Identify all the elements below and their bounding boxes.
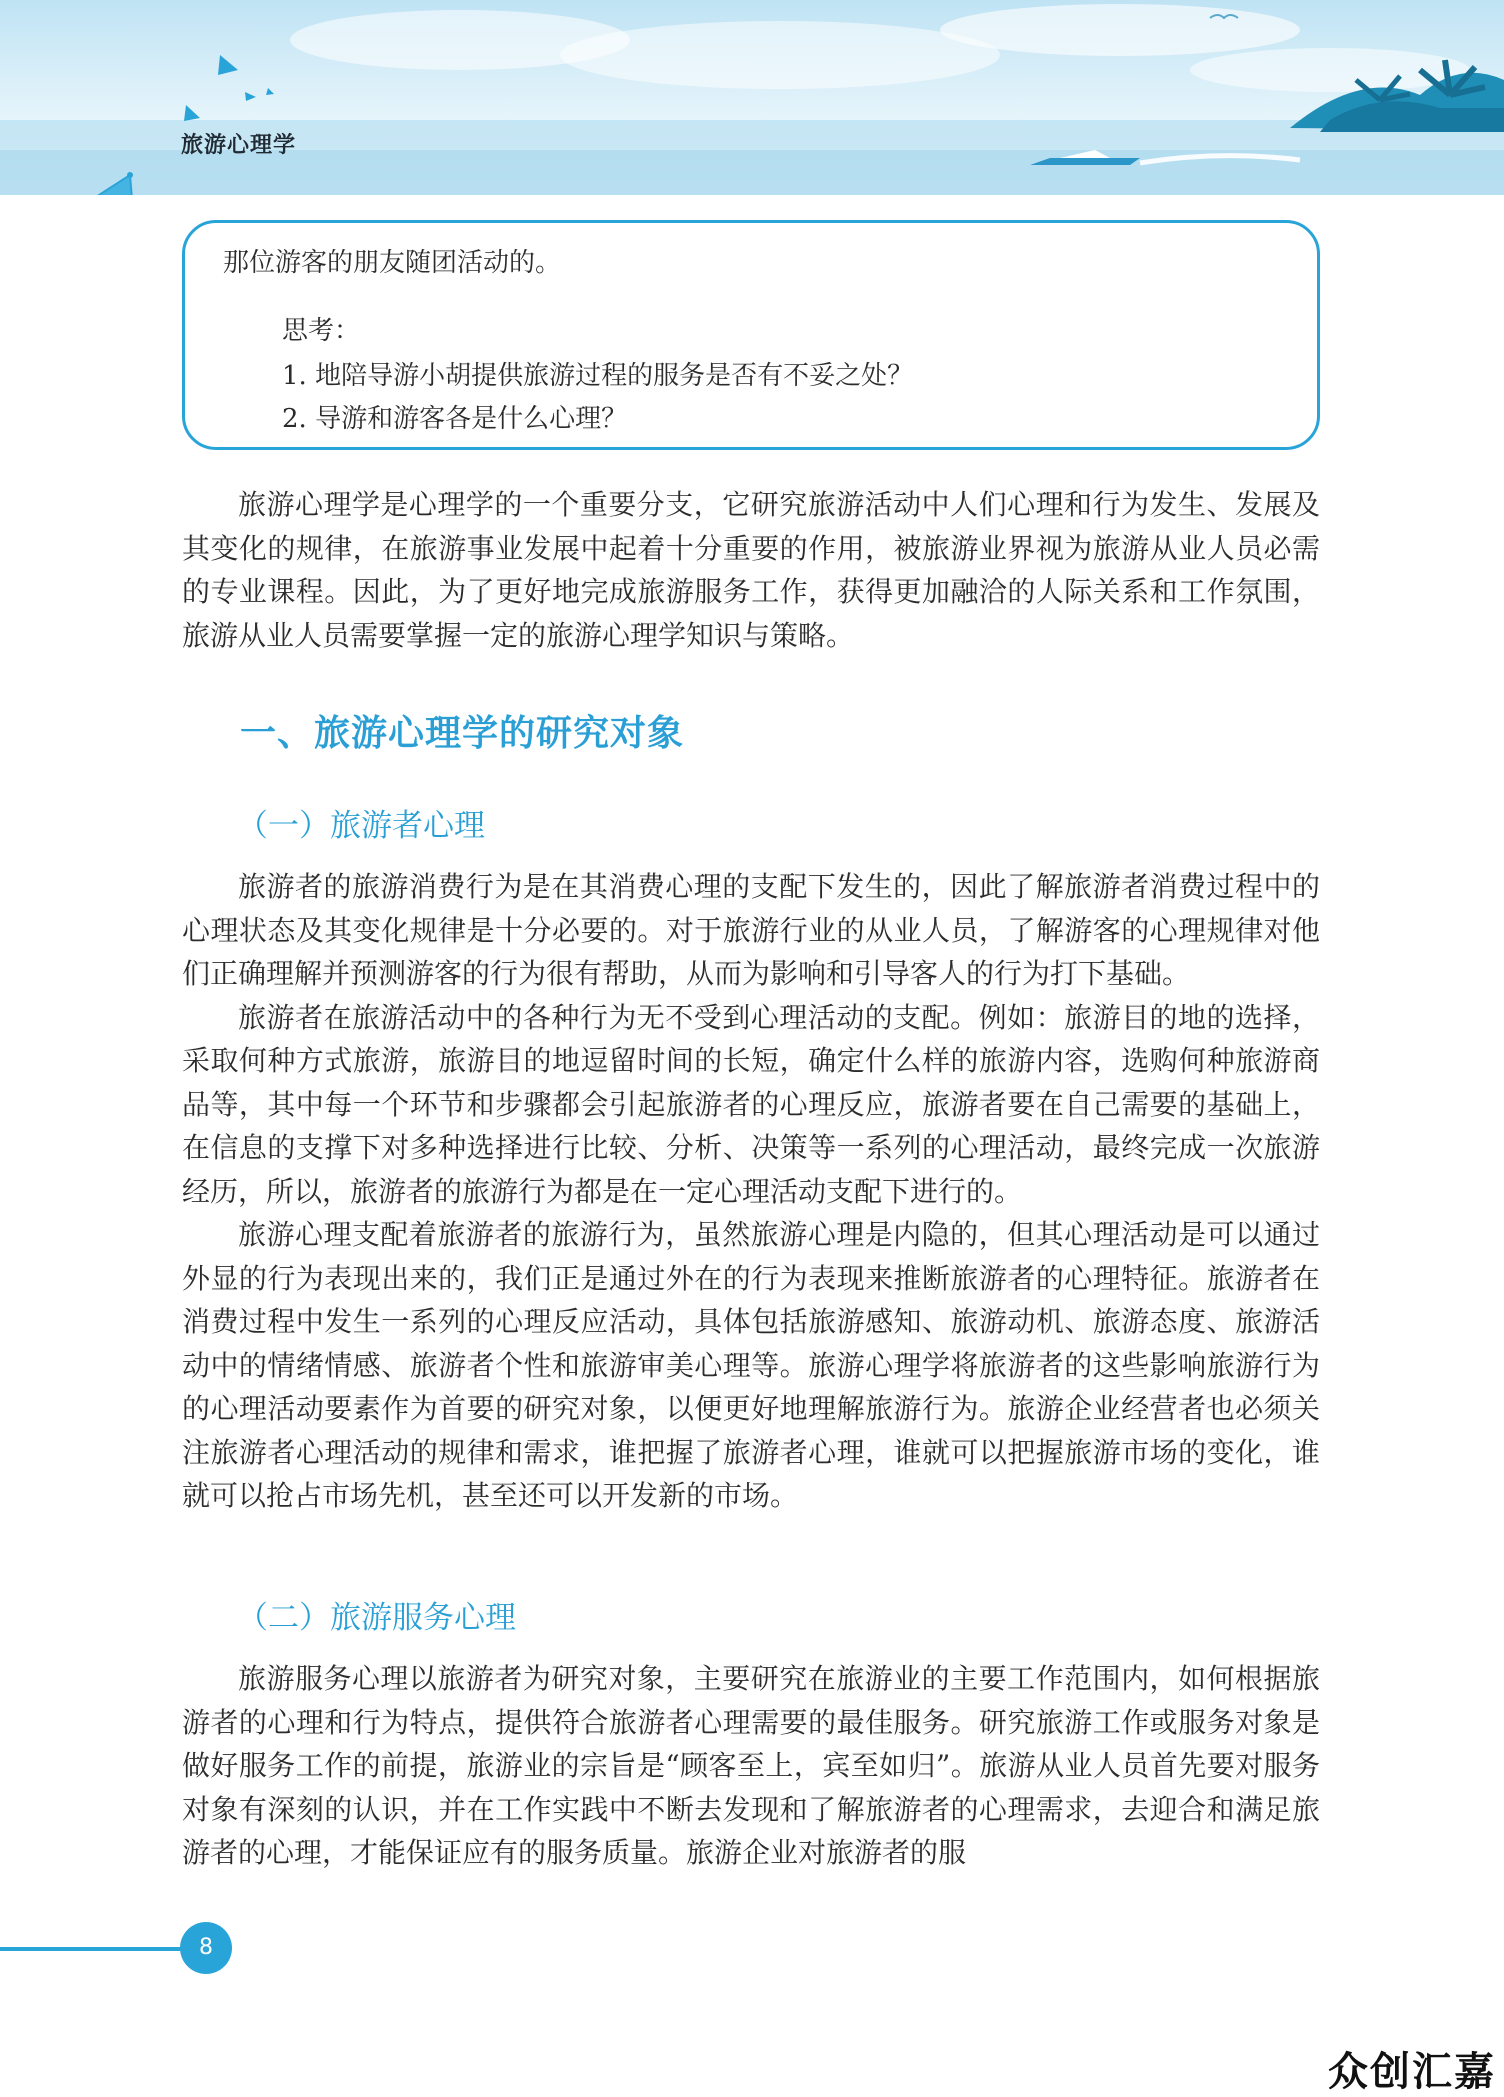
intro-paragraph: 旅游心理学是心理学的一个重要分支，它研究旅游活动中人们心理和行为发生、发展及其变化的规律，在旅游事业发展中起着十分重要的作用，被旅游业界视为旅游从业人员必需的专业课程。因此，为了更好地完成旅游服务工作，获得更加融洽的人际关系和工作氛围，旅游从业人员需要掌握一定的旅游心理学知识与策略。 [182, 488, 1320, 652]
paragraph: 旅游者在旅游活动中的各种行为无不受到心理活动的支配。例如：旅游目的地的选择，采取何种方式旅游，旅游目的地逗留时间的长短，确定什么样的旅游内容，选购何种旅游商品等，其中每一个环节和步骤都会引起旅游者的心理反应，旅游者要在自己需要的基础上，在信息的支撑下对多种选择进行比较、分析、决策等一系列的心理活动，最终完成一次旅游经历，所以，旅游者的旅游行为都是在一定心理活动支配下进行的。 [182, 1000, 1320, 1208]
intro-section [182, 483, 1320, 657]
subsection-2-body [182, 1657, 1320, 1875]
subsection-heading-2: （二）旅游服务心理 [237, 1600, 516, 1636]
header-banner [0, 0, 1504, 195]
section-heading: 一、旅游心理学的研究对象 [240, 713, 685, 754]
sky-sea-illustration [0, 0, 1504, 195]
paragraph: 旅游服务心理以旅游者为研究对象，主要研究在旅游业的主要工作范围内，如何根据旅游者的心理和行为特点，提供符合旅游者心理需要的最佳服务。研究旅游工作或服务对象是做好服务工作的前提，旅游业的宗旨是“顾客至上，宾至如归”。旅游从业人员首先要对服务对象有深刻的认识，并在工作实践中不断去发现和了解旅游者的心理需求，去迎合和满足旅游者的心理，才能保证应有的服务质量。旅游企业对旅游者的服 [182, 1662, 1320, 1869]
question-1: 1. 地陪导游小胡提供旅游过程的服务是否有不妥之处？ [282, 361, 914, 391]
question-2: 2. 导游和游客各是什么心理？ [282, 404, 628, 434]
paragraph: 旅游者的旅游消费行为是在其消费心理的支配下发生的，因此了解旅游者消费过程中的心理状态及其变化规律是十分必要的。对于旅游行业的从业人员，了解游客的心理规律对他们正确理解并预测游客的行为很有帮助，从而为影响和引导客人的行为打下基础。 [182, 870, 1320, 990]
page-number: 8 [180, 1922, 232, 1974]
book-title: 旅游心理学 [181, 133, 297, 158]
paragraph: 旅游心理支配着旅游者的旅游行为，虽然旅游心理是内隐的，但其心理活动是可以通过外显的行为表现出来的，我们正是通过外在的行为表现来推断旅游者的心理特征。旅游者在消费过程中发生一系列的心理反应活动，具体包括旅游感知、旅游动机、旅游态度、旅游活动中的情绪情感、旅游者个性和旅游审美心理等。旅游心理学将旅游者的这些影响旅游行为的心理活动要素作为首要的研究对象，以便更好地理解旅游行为。旅游企业经营者也必须关注旅游者心理活动的规律和需求，谁把握了旅游者心理，谁就可以把握旅游市场的变化，谁就可以抢占市场先机，甚至还可以开发新的市场。 [182, 1218, 1320, 1512]
think-label: 思考： [282, 316, 361, 346]
case-text: 那位游客的朋友随团活动的。 [223, 248, 562, 278]
subsection-1-body [182, 865, 1320, 1518]
footer-rule [0, 1947, 190, 1951]
watermark-logo: 众创汇嘉 [1328, 2049, 1496, 2095]
case-study-box [182, 220, 1320, 450]
subsection-heading-1: （一）旅游者心理 [237, 808, 485, 844]
triangle-decoration-icon [30, 160, 160, 195]
